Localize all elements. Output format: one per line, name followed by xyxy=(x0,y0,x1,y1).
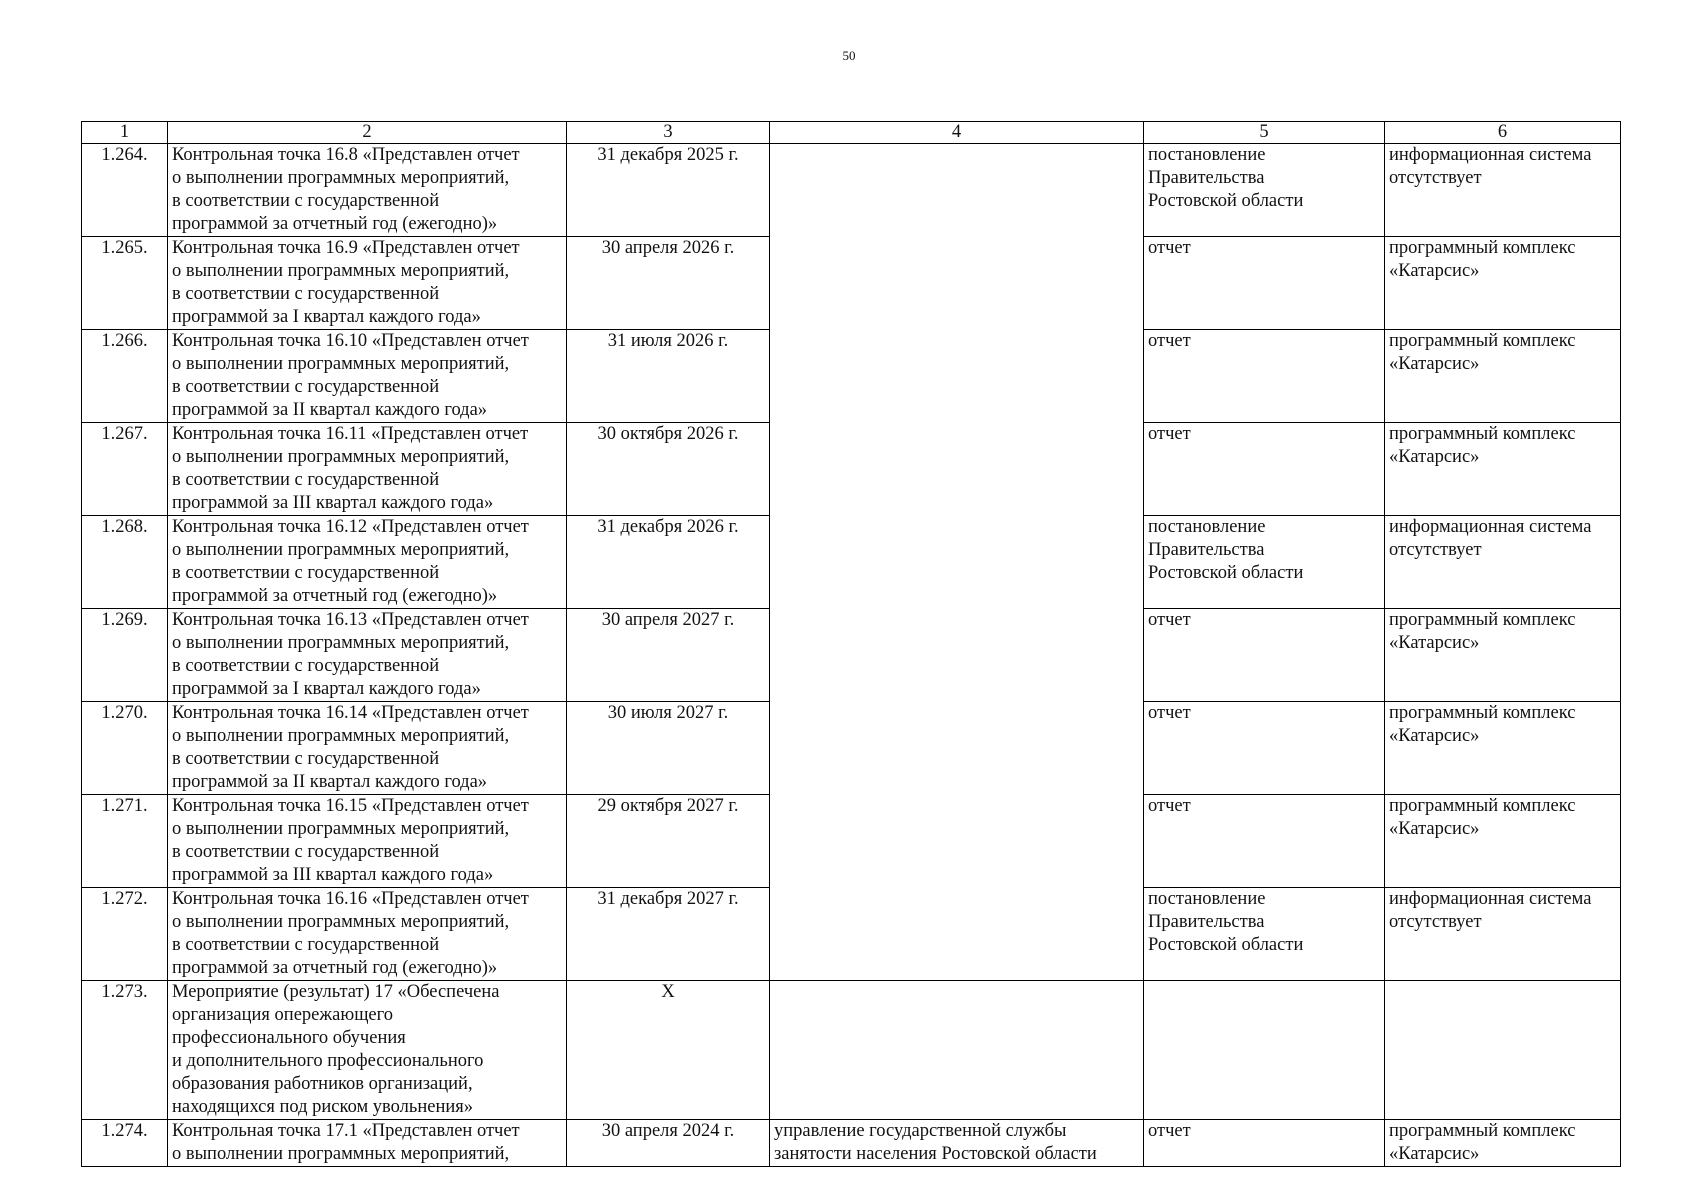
row-system xyxy=(1385,702,1621,795)
row-responsible-text: управление государственной службы занятости населения Ростовской области xyxy=(774,1121,1097,1164)
row-description-text: Контрольная точка 16.15 «Представлен отчет о выполнении программных мероприятий, в соответствии с государственной программой за III квартал каждого года» xyxy=(172,796,529,885)
row-description xyxy=(168,516,567,609)
row-document-text: отчет xyxy=(1148,238,1191,258)
row-system xyxy=(1385,516,1621,609)
row-description xyxy=(168,795,567,888)
row-document xyxy=(1144,795,1385,888)
row-system-text: программный комплекс «Катарсис» xyxy=(1389,331,1576,374)
row-document xyxy=(1144,237,1385,330)
row-document xyxy=(1144,516,1385,609)
row-description xyxy=(168,330,567,423)
row-system xyxy=(1385,981,1621,1120)
row-description xyxy=(168,423,567,516)
row-description-text: Мероприятие (результат) 17 «Обеспечена организация опережающего профессионального обучения и дополнительного профессионального образования работников организаций, находящихся под риском увольнения» xyxy=(172,982,500,1117)
table-header-row xyxy=(82,122,1621,144)
row-description-text: Контрольная точка 16.14 «Представлен отчет о выполнении программных мероприятий, в соответствии с государственной программой за II квартал каждого года» xyxy=(172,703,529,792)
row-document xyxy=(1144,888,1385,981)
row-number: 1.270. xyxy=(82,702,168,795)
row-document xyxy=(1144,702,1385,795)
row-description-text: Контрольная точка 16.12 «Представлен отчет о выполнении программных мероприятий, в соответствии с государственной программой за отчетный год (ежегодно)» xyxy=(172,517,529,606)
row-number: 1.266. xyxy=(82,330,168,423)
row-description xyxy=(168,981,567,1120)
header-col-2: 2 xyxy=(168,122,567,144)
row-date: 30 октября 2026 г. xyxy=(567,423,770,516)
row-description-text: Контрольная точка 16.9 «Представлен отчет о выполнении программных мероприятий, в соответствии с государственной программой за I квартал каждого года» xyxy=(172,238,520,327)
table-row xyxy=(82,144,1621,237)
row-date: 30 апреля 2027 г. xyxy=(567,609,770,702)
row-system xyxy=(1385,795,1621,888)
row-date: 30 июля 2027 г. xyxy=(567,702,770,795)
row-system-text: программный комплекс «Катарсис» xyxy=(1389,796,1576,839)
row-system xyxy=(1385,144,1621,237)
data-table xyxy=(81,121,1621,1167)
row-number: 1.274. xyxy=(82,1120,168,1167)
row-date: 31 декабря 2027 г. xyxy=(567,888,770,981)
row-description-text: Контрольная точка 16.8 «Представлен отчет о выполнении программных мероприятий, в соответствии с государственной программой за отчетный год (ежегодно)» xyxy=(172,145,520,234)
row-system-text: информационная система отсутствует xyxy=(1389,517,1592,560)
header-col-4: 4 xyxy=(770,122,1144,144)
row-responsible xyxy=(770,981,1144,1120)
row-system-text: программный комплекс «Катарсис» xyxy=(1389,1121,1576,1164)
table-row-activity xyxy=(82,981,1621,1120)
row-document xyxy=(1144,609,1385,702)
row-document-text: отчет xyxy=(1148,1121,1191,1141)
row-system-text: программный комплекс «Катарсис» xyxy=(1389,424,1576,467)
row-document xyxy=(1144,423,1385,516)
row-document-text: отчет xyxy=(1148,610,1191,630)
row-description xyxy=(168,609,567,702)
row-description-text: Контрольная точка 16.16 «Представлен отчет о выполнении программных мероприятий, в соответствии с государственной программой за отчетный год (ежегодно)» xyxy=(172,889,529,978)
row-number: 1.269. xyxy=(82,609,168,702)
header-col-3: 3 xyxy=(567,122,770,144)
row-description xyxy=(168,888,567,981)
row-document-text: отчет xyxy=(1148,424,1191,444)
row-system xyxy=(1385,888,1621,981)
row-document xyxy=(1144,981,1385,1120)
row-number: 1.271. xyxy=(82,795,168,888)
row-description-text: Контрольная точка 17.1 «Представлен отчет о выполнении программных мероприятий, xyxy=(172,1121,520,1164)
row-date: 29 октября 2027 г. xyxy=(567,795,770,888)
row-description xyxy=(168,237,567,330)
row-date: 31 декабря 2025 г. xyxy=(567,144,770,237)
row-date: 30 апреля 2026 г. xyxy=(567,237,770,330)
row-date: 31 июля 2026 г. xyxy=(567,330,770,423)
row-description xyxy=(168,144,567,237)
table-row xyxy=(82,1120,1621,1167)
row-system xyxy=(1385,237,1621,330)
header-col-1: 1 xyxy=(82,122,168,144)
row-document-text: отчет xyxy=(1148,331,1191,351)
row-system xyxy=(1385,609,1621,702)
row-system xyxy=(1385,423,1621,516)
row-document xyxy=(1144,1120,1385,1167)
row-number: 1.273. xyxy=(82,981,168,1120)
row-document-text: постановление Правительства Ростовской области xyxy=(1148,145,1304,211)
row-system-text: информационная система отсутствует xyxy=(1389,889,1592,932)
row-description xyxy=(168,702,567,795)
row-document-text: постановление Правительства Ростовской области xyxy=(1148,517,1304,583)
responsible-cell-merged xyxy=(770,144,1144,981)
row-system-text: программный комплекс «Катарсис» xyxy=(1389,238,1576,281)
row-description-text: Контрольная точка 16.10 «Представлен отчет о выполнении программных мероприятий, в соответствии с государственной программой за II квартал каждого года» xyxy=(172,331,529,420)
row-description xyxy=(168,1120,567,1167)
page-number: 50 xyxy=(842,48,856,63)
row-number: 1.272. xyxy=(82,888,168,981)
row-date: 31 декабря 2026 г. xyxy=(567,516,770,609)
row-date: X xyxy=(567,981,770,1120)
row-system-text: информационная система отсутствует xyxy=(1389,145,1592,188)
row-document-text: постановление Правительства Ростовской области xyxy=(1148,889,1304,955)
row-system-text: программный комплекс «Катарсис» xyxy=(1389,610,1576,653)
row-number: 1.267. xyxy=(82,423,168,516)
row-document-text: отчет xyxy=(1148,796,1191,816)
row-date: 30 апреля 2024 г. xyxy=(567,1120,770,1167)
row-document-text: отчет xyxy=(1148,703,1191,723)
row-number: 1.264. xyxy=(82,144,168,237)
row-system xyxy=(1385,1120,1621,1167)
row-number: 1.265. xyxy=(82,237,168,330)
row-document xyxy=(1144,144,1385,237)
header-col-5: 5 xyxy=(1144,122,1385,144)
row-responsible xyxy=(770,1120,1144,1167)
row-document xyxy=(1144,330,1385,423)
row-description-text: Контрольная точка 16.13 «Представлен отчет о выполнении программных мероприятий, в соответствии с государственной программой за I квартал каждого года» xyxy=(172,610,529,699)
row-number: 1.268. xyxy=(82,516,168,609)
row-system xyxy=(1385,330,1621,423)
row-system-text: программный комплекс «Катарсис» xyxy=(1389,703,1576,746)
row-description-text: Контрольная точка 16.11 «Представлен отчет о выполнении программных мероприятий, в соответствии с государственной программой за III квартал каждого года» xyxy=(172,424,529,513)
header-col-6: 6 xyxy=(1385,122,1621,144)
